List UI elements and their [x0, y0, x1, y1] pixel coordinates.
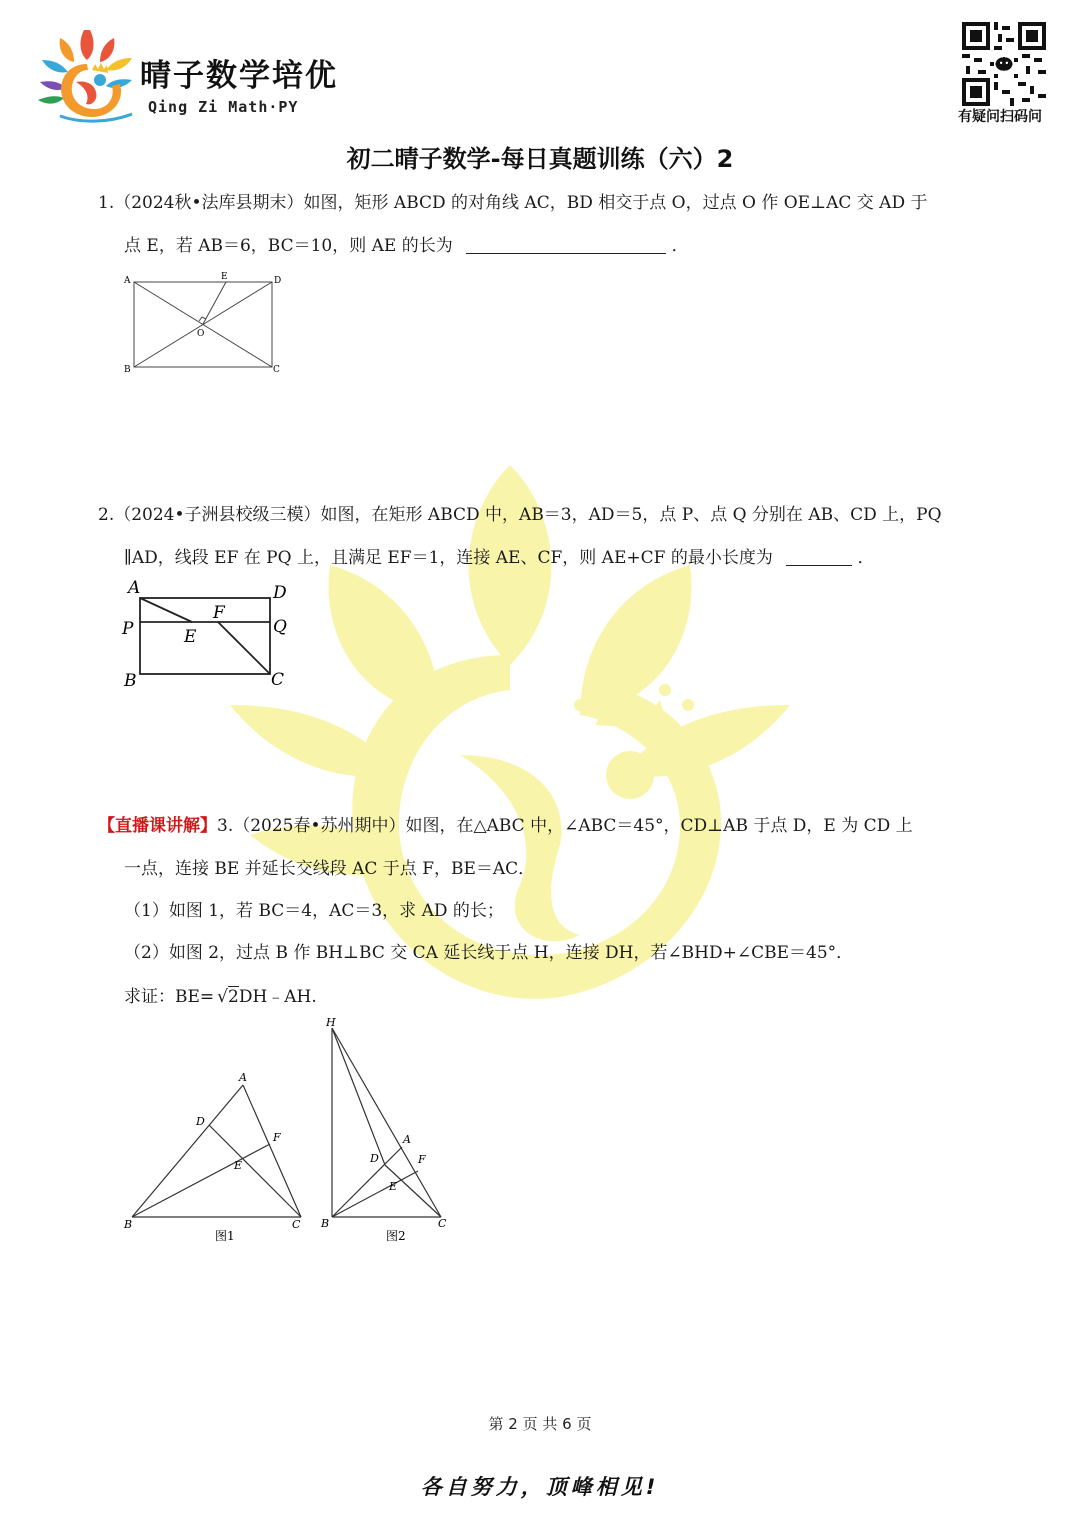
q3-f1-label-c: C — [292, 1218, 301, 1231]
q1-label-e: E — [221, 272, 228, 282]
page-title: 初二晴子数学-每日真题训练（六）2 — [346, 145, 734, 173]
q3-proof-suffix: DH﹣AH. — [238, 987, 317, 1007]
q1-label-o: O — [197, 329, 205, 339]
q3-f2-label-f: F — [418, 1153, 426, 1166]
q2-end-mark: ． — [857, 548, 875, 568]
page-number: 第 2 页 共 6 页 — [488, 1415, 592, 1433]
qr-caption: 有疑问扫码问 — [958, 109, 1042, 125]
q3-figure-1 — [118, 1065, 318, 1250]
footer-slogan: 各自努力，顶峰相见! — [420, 1475, 660, 1499]
q3-line-1 — [98, 815, 913, 837]
q2-label-p: P — [122, 619, 134, 639]
brand-logo-icon — [32, 20, 142, 125]
q3-proof-prefix: 求证：BE= — [124, 987, 215, 1007]
q3-f1-label-a: A — [239, 1071, 247, 1084]
live-lesson-tag: 【直播课讲解】 — [98, 816, 217, 836]
q3-f2-label-b: B — [321, 1217, 330, 1230]
q1-label-a: A — [124, 276, 131, 286]
q1-line-2 — [124, 235, 689, 257]
q3-f2-caption: 图2 — [386, 1229, 406, 1243]
brand-name-en: Qing Zi Math·PY — [148, 98, 299, 116]
q2-figure — [118, 576, 298, 692]
q3-line-2: 一点，连接 BE 并延长交线段 AC 于点 F，BE＝AC． — [124, 859, 536, 879]
q3-figure-2 — [316, 1012, 461, 1250]
q1-line-2-text: 点 E，若 AB＝6，BC＝10，则 AE 的长为 — [124, 236, 453, 256]
q3-f1-label-d: D — [196, 1115, 205, 1128]
q3-f2-label-h: H — [326, 1016, 336, 1029]
q2-label-f: F — [213, 603, 225, 623]
sqrt-symbol: √ — [217, 987, 228, 1007]
q2-line-2 — [124, 547, 875, 569]
q3-f2-label-d: D — [370, 1152, 379, 1165]
q1-label-d: D — [274, 276, 282, 286]
q2-answer-blank[interactable] — [786, 549, 852, 566]
q3-f2-label-e: E — [389, 1180, 398, 1193]
q3-f1-caption: 图1 — [215, 1229, 235, 1243]
q3-f1-label-e: E — [234, 1159, 243, 1172]
q2-label-q: Q — [273, 617, 287, 637]
q2-label-b: B — [124, 671, 137, 691]
qr-code-icon[interactable] — [962, 22, 1046, 106]
q1-end-mark: ． — [671, 236, 689, 256]
q3-f2-label-c: C — [438, 1217, 447, 1230]
q3-f1-label-b: B — [124, 1218, 133, 1231]
q1-label-c: C — [273, 365, 280, 375]
sqrt-radicand: 2 — [228, 987, 239, 1007]
q2-label-e: E — [184, 627, 197, 647]
q2-label-c: C — [271, 670, 285, 690]
q1-line-1: 1.（2024秋•法库县期末）如图，矩形 ABCD 的对角线 AC，BD 相交于点 O，过点 O 作 OE⊥AC 交 AD 于 — [98, 193, 928, 213]
q3-line-1-text: 3.（2025春•苏州期中）如图，在△ABC 中，∠ABC＝45°，CD⊥AB 于点 D，E 为 CD 上 — [217, 816, 913, 836]
q3-part-1: （1）如图 1，若 BC＝4，AC＝3，求 AD 的长； — [124, 901, 504, 921]
q2-line-1: 2.（2024•子洲县校级三模）如图，在矩形 ABCD 中，AB＝3，AD＝5，点 P、点 Q 分别在 AB、CD 上，PQ — [98, 505, 942, 525]
q3-f2-label-a: A — [403, 1133, 411, 1146]
q2-label-d: D — [273, 583, 287, 603]
q3-part-2: （2）如图 2，过点 B 作 BH⊥BC 交 CA 延长线于点 H，连接 DH，若∠BHD+∠CBE＝45°． — [124, 943, 854, 963]
brand-name-cn: 晴子数学培优 — [140, 58, 338, 94]
q3-proof-line — [124, 986, 317, 1008]
q1-answer-blank[interactable] — [466, 237, 666, 254]
q1-label-b: B — [124, 365, 131, 375]
q3-f1-label-f: F — [273, 1131, 281, 1144]
q2-label-a: A — [128, 578, 141, 598]
q2-line-2-text: ∥AD，线段 EF 在 PQ 上，且满足 EF＝1，连接 AE、CF，则 AE+CF 的最小长度为 — [124, 548, 773, 568]
q1-figure — [118, 270, 288, 378]
